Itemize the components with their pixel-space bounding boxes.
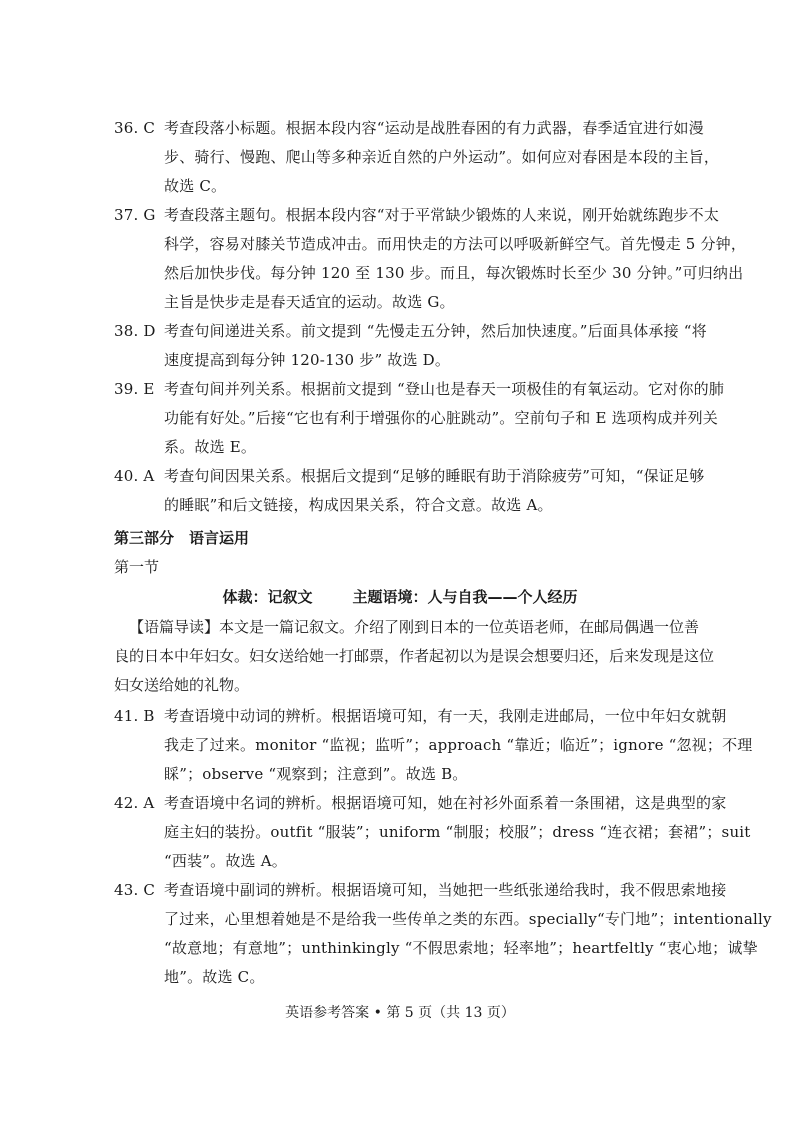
passage-info [0, 586, 800, 607]
answer-item-39 [114, 375, 725, 462]
answer-line [114, 201, 720, 230]
answer-number: 42. A [114, 794, 155, 812]
answer-text: 地”。故选 C。 [164, 968, 265, 986]
answer-item-42 [114, 789, 751, 876]
answer-text: 然后加快步伐。每分钟 120 至 130 步。而且，每次锻炼时长至少 30 分钟。”可归纳出 [164, 264, 744, 282]
answer-text: 考查语境中名词的辨析。根据语境可知，她在衬衫外面系着一条围裙，这是典型的家 [164, 794, 727, 812]
answer-item-41 [114, 702, 753, 789]
answer-text: “故意地；有意地”；unthinkingly “不假思索地；轻率地”；heartfeltly “衷心地；诚挚 [164, 939, 758, 957]
answer-line [114, 789, 727, 818]
answer-text: 我走了过来。monitor “监视；监听”；approach “靠近；临近”；ignore “忽视；不理 [164, 736, 753, 754]
answer-text: 的睡眠”和后文链接，构成因果关系，符合文意。故选 A。 [164, 496, 553, 514]
subsection-title: 第一节 [114, 558, 160, 576]
answer-line [114, 114, 704, 143]
answer-number: 43. C [114, 881, 156, 899]
answer-number: 40. A [114, 467, 155, 485]
answer-text: 考查句间因果关系。根据后文提到“足够的睡眠有助于消除疲劳”可知，“保证足够 [164, 467, 705, 485]
answer-text: 步、骑行、慢跑、爬山等多种亲近自然的户外运动”。如何应对春困是本段的主旨， [164, 148, 720, 166]
section-title: 第三部分 语言运用 [114, 529, 250, 547]
intro-line: 【语篇导读】本文是一篇记叙文。介绍了刚到日本的一位英语老师，在邮局偶遇一位善 [129, 618, 700, 636]
answer-text: 速度提高到每分钟 120-130 步” 故选 D。 [164, 351, 451, 369]
answer-text: 系。故选 E。 [164, 438, 257, 456]
answer-line [114, 375, 725, 404]
answer-text: 了过来，心里想着她是不是给我一些传单之类的东西。specially“专门地”；intentionally [164, 910, 772, 928]
passage-theme: 主题语境：人与自我——个人经历 [352, 588, 578, 606]
answer-line [114, 876, 727, 905]
intro-line: 良的日本中年妇女。妇女送给她一打邮票，作者起初以为是误会想要归还，后来发现是这位 [114, 647, 715, 665]
answer-text: “西装”。故选 A。 [164, 852, 287, 870]
answer-text: 睬”；observe “观察到；注意到”。故选 B。 [164, 765, 468, 783]
answer-text: 科学，容易对膝关节造成冲击。而用快走的方法可以呼吸新鲜空气。首先慢走 5 分钟， [164, 235, 747, 253]
answer-text: 考查语境中副词的辨析。根据语境可知，当她把一些纸张递给我时，我不假思索地接 [164, 881, 727, 899]
answer-text: 功能有好处。”后接“它也有利于增强你的心脏跳动”。空前句子和 E 选项构成并列关 [164, 409, 718, 427]
answer-text: 考查句间递进关系。前文提到 “先慢走五分钟，然后加快速度。”后面具体承接 “将 [164, 322, 707, 340]
answer-line [114, 702, 727, 731]
passage-intro [114, 613, 715, 700]
page-footer: 英语参考答案 • 第 5 页（共 13 页） [285, 1005, 515, 1021]
answer-text: 考查段落小标题。根据本段内容“运动是战胜春困的有力武器，春季适宜进行如漫 [164, 119, 704, 137]
answer-text: 庭主妇的装扮。outfit “服装”；uniform “制服；校服”；dress “连衣裙；套裙”；suit [164, 823, 751, 841]
answer-text: 考查句间并列关系。根据前文提到 “登山也是春天一项极佳的有氧运动。它对你的肺 [164, 380, 725, 398]
answer-item-36 [114, 114, 720, 201]
answer-line [114, 462, 705, 491]
answer-number: 39. E [114, 380, 155, 398]
passage-genre: 体裁：记叙文 [222, 588, 313, 606]
answer-text: 考查语境中动词的辨析。根据语境可知，有一天，我刚走进邮局，一位中年妇女就朝 [164, 707, 727, 725]
answer-item-38 [114, 317, 707, 375]
answer-number: 41. B [114, 707, 155, 725]
answer-number: 37. G [114, 206, 156, 224]
answer-number: 38. D [114, 322, 156, 340]
answer-number: 36. C [114, 119, 156, 137]
answer-text: 主旨是快步走是春天适宜的运动。故选 G。 [164, 293, 455, 311]
answer-item-43 [114, 876, 772, 992]
answer-line [114, 317, 707, 346]
answer-item-40 [114, 462, 705, 520]
intro-line: 妇女送给她的礼物。 [114, 676, 250, 694]
answer-item-37 [114, 201, 747, 317]
answer-text: 考查段落主题句。根据本段内容“对于平常缺少锻炼的人来说，刚开始就练跑步不太 [164, 206, 720, 224]
answer-text: 故选 C。 [164, 177, 227, 195]
